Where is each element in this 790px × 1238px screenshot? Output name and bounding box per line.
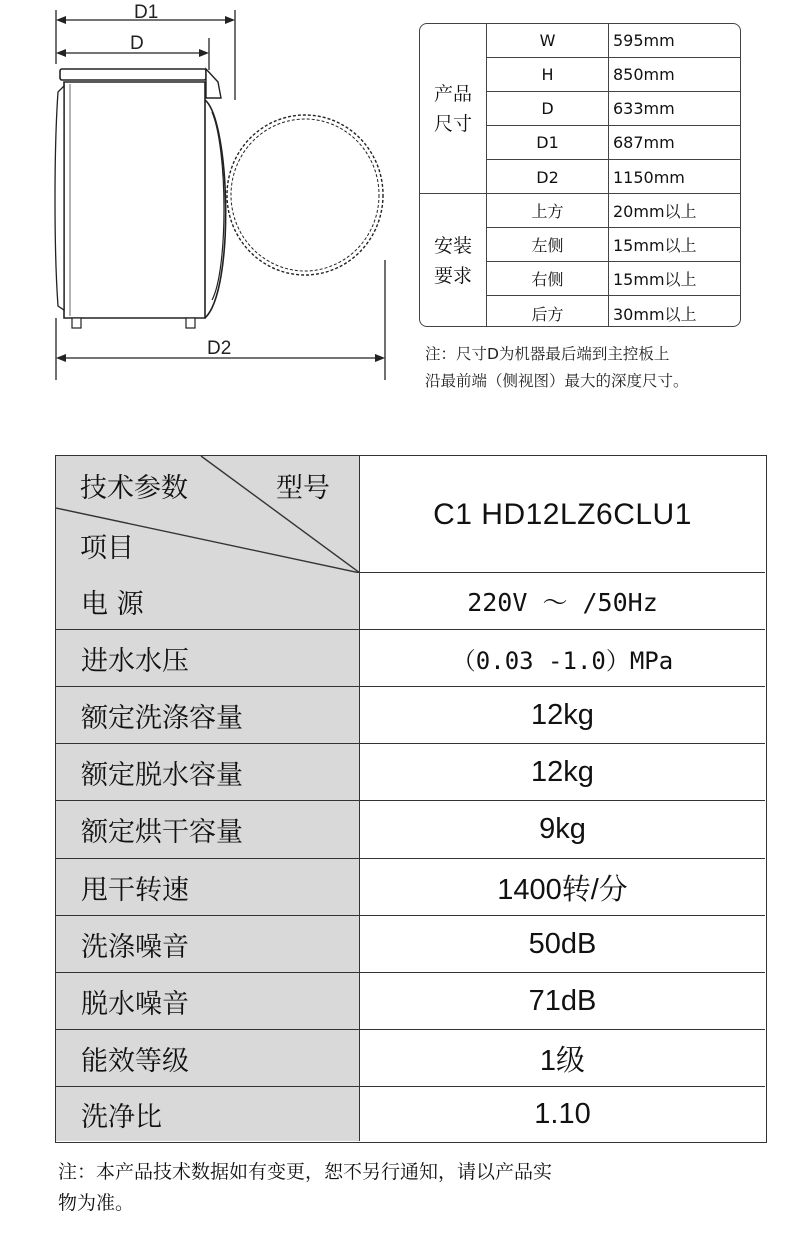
dimension-row	[486, 92, 740, 126]
d1-label: D1	[134, 2, 159, 23]
foot	[186, 318, 195, 328]
spec-table	[55, 455, 767, 1143]
group-label-install: 安装 要求	[433, 235, 472, 287]
header-diagonal-cell	[56, 456, 360, 573]
spec-label: 额定脱水容量	[56, 744, 360, 800]
spec-row	[56, 687, 765, 744]
spec-value: 9kg	[539, 813, 586, 845]
spec-label: 额定烘干容量	[56, 801, 360, 858]
spec-value: 1.10	[534, 1097, 591, 1130]
dimension-row	[486, 126, 740, 160]
spec-row	[56, 573, 765, 630]
machine-top-panel	[60, 69, 206, 80]
spec-row	[56, 973, 765, 1030]
clearance-row	[486, 262, 740, 296]
dimension-note-line: 注：尺寸D为机器最后端到主控板上	[425, 345, 670, 363]
dimension-key: D	[487, 92, 609, 125]
clearance-value: 15mm以上	[613, 236, 697, 255]
dimension-row	[486, 58, 740, 92]
spec-label: 脱水噪音	[56, 973, 360, 1029]
footer-note	[58, 1157, 748, 1219]
footer-note-line: 物为准。	[58, 1192, 135, 1214]
clearance-value: 20mm以上	[613, 202, 697, 221]
spec-row	[56, 801, 765, 859]
spec-value: 1400转/分	[497, 873, 628, 906]
spec-value: 12kg	[531, 698, 594, 731]
clearance-value: 15mm以上	[613, 270, 697, 289]
spec-value: 220V ～ /50Hz	[467, 588, 658, 617]
install-requirement-group	[420, 194, 740, 327]
clearance-row	[486, 194, 740, 228]
dimension-key: W	[487, 24, 609, 57]
spec-label: 电 源	[56, 573, 360, 629]
clearance-key: 后方	[487, 296, 609, 327]
header-params-label: 技术参数	[80, 473, 188, 504]
d-label: D	[130, 33, 144, 54]
clearance-key: 左侧	[487, 228, 609, 261]
d2-label: D2	[207, 338, 232, 359]
dimension-key: D2	[487, 160, 609, 194]
dimension-row	[486, 160, 740, 194]
spec-row	[56, 1030, 765, 1087]
dimension-table	[419, 23, 741, 327]
dimension-value: 595mm	[613, 31, 675, 50]
dimension-value: 633mm	[613, 99, 675, 118]
spec-row	[56, 630, 765, 687]
open-door-outline	[227, 115, 383, 275]
spec-value: 12kg	[531, 755, 594, 788]
spec-value: 71dB	[528, 984, 597, 1017]
spec-row	[56, 859, 765, 916]
spec-label: 额定洗涤容量	[56, 687, 360, 743]
control-panel	[206, 69, 221, 98]
footer-note-line: 注：本产品技术数据如有变更，恕不另行通知，请以产品实	[58, 1161, 553, 1183]
dimension-key: D1	[487, 126, 609, 159]
header-model-label: 型号	[276, 473, 330, 504]
dimension-value: 687mm	[613, 133, 675, 152]
dimension-note-line: 沿最前端（侧视图）最大的深度尺寸。	[425, 372, 689, 390]
side-view-diagram	[0, 0, 400, 400]
dimension-value: 850mm	[613, 65, 675, 84]
model-number: C1 HD12LZ6CLU1	[433, 497, 692, 531]
clearance-key: 上方	[487, 194, 609, 227]
spec-label: 洗净比	[56, 1087, 360, 1141]
spec-value: 50dB	[528, 927, 597, 960]
spec-header-row	[56, 456, 765, 573]
spec-label: 进水水压	[56, 630, 360, 686]
foot	[72, 318, 81, 328]
header-item-label: 项目	[80, 533, 134, 564]
spec-row	[56, 744, 765, 801]
dimension-note	[425, 341, 765, 395]
product-size-group	[420, 24, 740, 194]
spec-row	[56, 1087, 765, 1141]
spec-row	[56, 916, 765, 973]
clearance-row	[486, 296, 740, 327]
clearance-value: 30mm以上	[613, 304, 697, 324]
spec-value: （0.03 -1.0）MPa	[451, 646, 674, 675]
dimension-key: H	[487, 58, 609, 91]
clearance-row	[486, 228, 740, 262]
dimension-value: 1150mm	[613, 167, 685, 187]
machine-body	[64, 82, 205, 318]
group-label-product-size: 产品 尺寸	[433, 83, 472, 135]
dimension-row	[486, 24, 740, 58]
spec-value: 1级	[539, 1044, 586, 1077]
spec-label: 能效等级	[56, 1030, 360, 1086]
door-side	[205, 100, 226, 318]
spec-label: 洗涤噪音	[56, 916, 360, 972]
spec-label: 甩干转速	[56, 859, 360, 915]
clearance-key: 右侧	[487, 262, 609, 295]
